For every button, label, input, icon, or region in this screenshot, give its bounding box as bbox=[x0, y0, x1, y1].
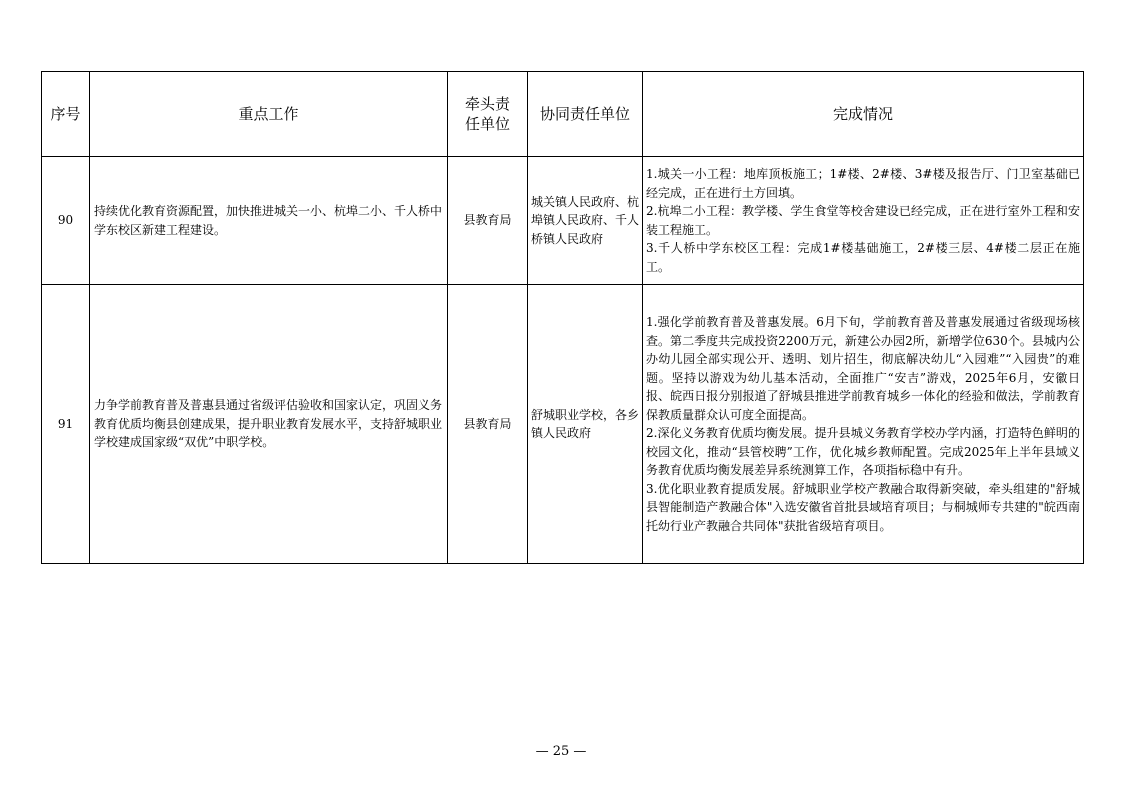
row-status bbox=[643, 157, 1084, 285]
work-progress-table bbox=[41, 71, 1084, 564]
row-seq: 91 bbox=[42, 285, 90, 564]
header-task: 重点工作 bbox=[90, 72, 448, 157]
row-lead: 县教育局 bbox=[448, 285, 528, 564]
row-lead: 县教育局 bbox=[448, 157, 528, 285]
row-task: 持续优化教育资源配置，加快推进城关一小、杭埠二小、千人桥中学东校区新建工程建设。 bbox=[90, 157, 448, 285]
header-status: 完成情况 bbox=[643, 72, 1084, 157]
row-seq: 90 bbox=[42, 157, 90, 285]
status-item: 3.千人桥中学东校区工程：完成1#楼基础施工，2#楼三层、4#楼二层正在施工。 bbox=[646, 241, 1080, 274]
row-co: 城关镇人民政府、杭埠镇人民政府、千人桥镇人民政府 bbox=[528, 157, 643, 285]
status-item: 1.强化学前教育普及普惠发展。6月下旬，学前教育普及普惠发展通过省级现场核查。第二季度共完成投资2200万元，新建公办园2所，新增学位630个。县城内公办幼儿园全部实现公开、透明、划片招生，彻底解决幼儿“入园难”“入园贵”的难题。坚持以游戏为幼儿基本活动，全面推广“安吉”游戏，2025年6月，安徽日报、皖西日报分别报道了舒城县推进学前教育城乡一体化的经验和做法，学前教育保教质量群众认可度全面提高。 bbox=[646, 315, 1080, 422]
header-row bbox=[42, 72, 1084, 157]
header-lead-text: 牵头责任单位 bbox=[464, 95, 510, 133]
header-seq: 序号 bbox=[42, 72, 90, 157]
status-item: 1.城关一小工程：地库顶板施工；1#楼、2#楼、3#楼及报告厅、门卫室基础已经完成，正在进行土方回填。 bbox=[646, 167, 1080, 200]
row-co: 舒城职业学校，各乡镇人民政府 bbox=[528, 285, 643, 564]
status-item: 2.杭埠二小工程：教学楼、学生食堂等校舍建设已经完成，正在进行室外工程和安装工程施工。 bbox=[646, 204, 1080, 237]
header-co: 协同责任单位 bbox=[528, 72, 643, 157]
header-lead bbox=[448, 72, 528, 157]
row-task: 力争学前教育普及普惠县通过省级评估验收和国家认定，巩固义务教育优质均衡县创建成果，提升职业教育发展水平，支持舒城职业学校建成国家级“双优”中职学校。 bbox=[90, 285, 448, 564]
table-row bbox=[42, 285, 1084, 564]
table-row bbox=[42, 157, 1084, 285]
row-status bbox=[643, 285, 1084, 564]
page-number: — 25 — bbox=[535, 744, 587, 759]
status-item: 3.优化职业教育提质发展。舒城职业学校产教融合取得新突破，牵头组建的"舒城县智能制造产教融合体"入选安徽省首批县域培育项目；与桐城师专共建的"皖西南托幼行业产教融合共同体"获批省级培育项目。 bbox=[646, 481, 1080, 533]
status-item: 2.深化义务教育优质均衡发展。提升县城义务教育学校办学内涵，打造特色鲜明的校园文化，推动“县管校聘”工作，优化城乡教师配置。完成2025年上半年县域义务教育优质均衡发展差异系统测算工作，各项指标稳中有升。 bbox=[646, 426, 1080, 477]
